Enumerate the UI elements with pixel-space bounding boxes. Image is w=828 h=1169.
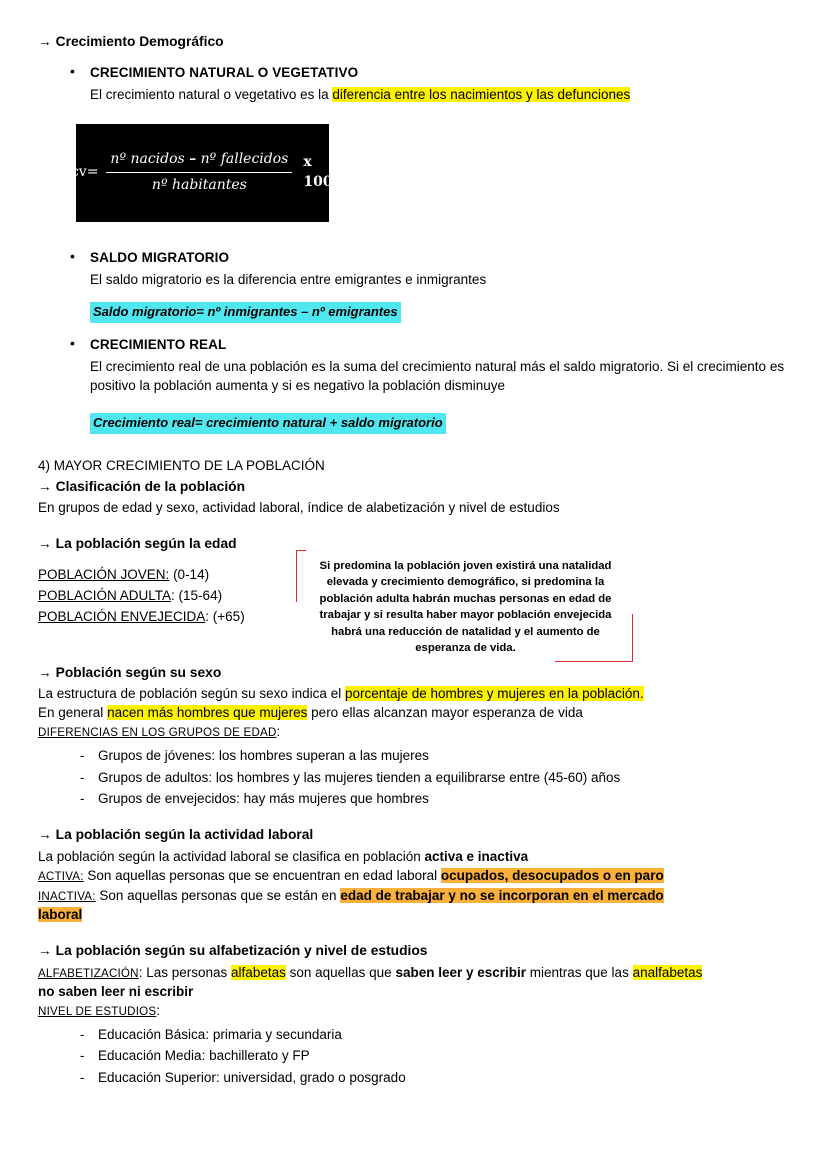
section-heading-segun-alfabetizacion: → La población según su alfabetización y nivel de estudios xyxy=(38,943,428,959)
highlight-text: diferencia entre los nacimientos y las defunciones xyxy=(332,86,631,102)
arrow-icon: → xyxy=(38,34,56,49)
clasificacion-body: En grupos de edad y sexo, actividad laboral, índice de alabetización y nivel de estudios xyxy=(38,500,560,516)
highlight-text: alfabetas xyxy=(231,964,286,980)
formula-numerator: nº nacidos – nº fallecidos xyxy=(106,150,292,173)
bracket-right-decoration xyxy=(555,614,633,662)
crecimiento-bullet-list-3 xyxy=(38,335,788,395)
alfabetizacion-label: ALFABETIZACIÓN xyxy=(38,966,139,980)
highlight-text: ocupados, desocupados o en paro xyxy=(440,868,664,884)
minus-sign: – xyxy=(189,151,197,168)
segun-actividad-inactiva-cont xyxy=(38,905,788,924)
alfabetizacion-line-1: ALFABETIZACIÓN: Las personas alfabetas son aquellas que saben leer y escribir mientras que las analfabetas xyxy=(38,964,703,980)
section-heading-clasificacion: → Clasificación de la población xyxy=(38,478,246,494)
arrow-icon: → xyxy=(38,478,56,494)
equation-row-saldo-migratorio xyxy=(90,302,788,322)
bullet-body: El crecimiento real de una población es la suma del crecimiento natural más el saldo migratorio. Si el crecimiento es positivo la población aumenta y si es negativo la población disminuye xyxy=(90,358,785,393)
highlight-text: porcentaje de hombres y mujeres en la población. xyxy=(344,686,644,702)
list-item xyxy=(38,335,788,395)
equation-row-crecimiento-real xyxy=(90,413,788,433)
arrow-icon: → xyxy=(38,943,56,959)
segun-sexo-subheading: DIFERENCIAS EN LOS GRUPOS DE EDAD: xyxy=(38,724,281,740)
segun-sexo-line-2: En general nacen más hombres que mujeres pero ellas alcanzan mayor esperanza de vida xyxy=(38,705,583,721)
list-item: - Grupos de jóvenes: los hombres superan a las mujeres xyxy=(38,746,788,765)
row-label: POBLACIÓN JOVEN: xyxy=(38,567,170,583)
section-heading-segun-actividad: → La población según la actividad laboral xyxy=(38,827,314,843)
list-item xyxy=(38,248,788,289)
crecimiento-bullet-list xyxy=(38,63,788,104)
alfabetizacion-line-2 xyxy=(38,982,788,1001)
row-value: (0-14) xyxy=(173,567,210,583)
list-item: - Educación Superior: universidad, grado o posgrado xyxy=(38,1068,788,1087)
formula-image-tcv xyxy=(62,124,343,222)
row-value: : (15-64) xyxy=(171,588,223,604)
row-label: POBLACIÓN ENVEJECIDA xyxy=(38,609,206,625)
highlight-text: laboral xyxy=(38,906,83,922)
crecimiento-bullet-list-2 xyxy=(38,248,788,289)
arrow-icon: → xyxy=(38,536,56,552)
list-item: - Educación Básica: primaria y secundaria xyxy=(38,1025,788,1044)
section-heading-segun-sexo: → Población según su sexo xyxy=(38,664,222,680)
formula-multiplier: x 1000 xyxy=(303,154,343,190)
bullet-body: El crecimiento natural o vegetativo es la diferencia entre los nacimientos y las defunciones xyxy=(90,86,631,102)
bullet-title: • SALDO MIGRATORIO xyxy=(90,249,230,265)
bold-text: activa e inactiva xyxy=(424,848,529,864)
bracket-left-decoration xyxy=(296,550,306,602)
highlight-text: nacen más hombres que mujeres xyxy=(107,705,308,721)
formula-expression xyxy=(63,150,343,196)
bullet-body: El saldo migratorio es la diferencia entre emigrantes e inmigrantes xyxy=(90,272,487,288)
equation-highlight: Saldo migratorio= nº inmigrantes – nº emigrantes xyxy=(90,302,401,322)
arrow-icon: → xyxy=(38,664,56,680)
list-item: - Educación Media: bachillerato y FP xyxy=(38,1046,788,1065)
bullet-title: • CRECIMIENTO NATURAL O VEGETATIVO xyxy=(90,64,359,80)
list-item: - Grupos de adultos: los hombres y las mujeres tienden a equilibrarse entre (45-60) años xyxy=(38,768,788,787)
highlight-text: analfabetas xyxy=(632,964,703,980)
row-label: POBLACIÓN ADULTA xyxy=(38,588,172,604)
formula-label: Tcv= xyxy=(62,163,99,180)
bold-text: saben leer y escribir xyxy=(395,964,527,980)
nivel-estudios-dash-list xyxy=(38,1025,788,1087)
segun-sexo-line-1: La estructura de población según su sexo indica el porcentaje de hombres y mujeres en la población. xyxy=(38,686,644,702)
list-item xyxy=(38,63,788,104)
nivel-label: NIVEL DE ESTUDIOS xyxy=(38,1005,157,1019)
equation-highlight: Crecimiento real= crecimiento natural + saldo migratorio xyxy=(90,413,446,433)
segun-actividad-line-1: La población según la actividad laboral se clasifica en población activa e inactiva xyxy=(38,848,529,864)
segun-actividad-activa: ACTIVA: Son aquellas personas que se encuentran en edad laboral ocupados, desocupados o en paro xyxy=(38,868,664,884)
annotation-note-text: Si predomina la población joven existirá una natalidad elevada y crecimiento demográfico, si predomina la población adulta habrán muchas personas en edad de trabajar y si resulta haber mayor población envejecida habrá una reducción de natalidad y el aumento de esperanza de vida. xyxy=(319,560,612,654)
segun-actividad-inactiva: INACTIVA: Son aquellas personas que se están en edad de trabajar y no se incorporan en el mercado xyxy=(38,887,664,903)
inactiva-label: INACTIVA: xyxy=(38,889,96,903)
highlight-text: edad de trabajar y no se incorporan en el mercado xyxy=(340,887,664,903)
nivel-estudios-subheading: NIVEL DE ESTUDIOS: xyxy=(38,1003,161,1019)
row-value: : (+65) xyxy=(205,609,245,625)
section-heading-punto4: 4) MAYOR CRECIMIENTO DE LA POBLACIÓN xyxy=(38,457,325,473)
formula-denominator: nº habitantes xyxy=(151,176,247,193)
segun-sexo-dash-list xyxy=(38,746,788,808)
formula-fraction xyxy=(106,150,292,196)
subheading-label: DIFERENCIAS EN LOS GRUPOS DE EDAD xyxy=(38,726,277,740)
section-heading-crecimiento-demografico: → Crecimiento Demográfico xyxy=(38,34,224,49)
bold-text: no saben leer ni escribir xyxy=(38,984,194,1000)
activa-label: ACTIVA: xyxy=(38,870,84,884)
bullet-title: • CRECIMIENTO REAL xyxy=(90,336,227,352)
arrow-icon: → xyxy=(38,827,56,843)
annotation-note-box xyxy=(296,546,633,664)
list-item: - Grupos de envejecidos: hay más mujeres que hombres xyxy=(38,789,788,808)
section-heading-segun-edad: → La población según la edad xyxy=(38,536,237,552)
